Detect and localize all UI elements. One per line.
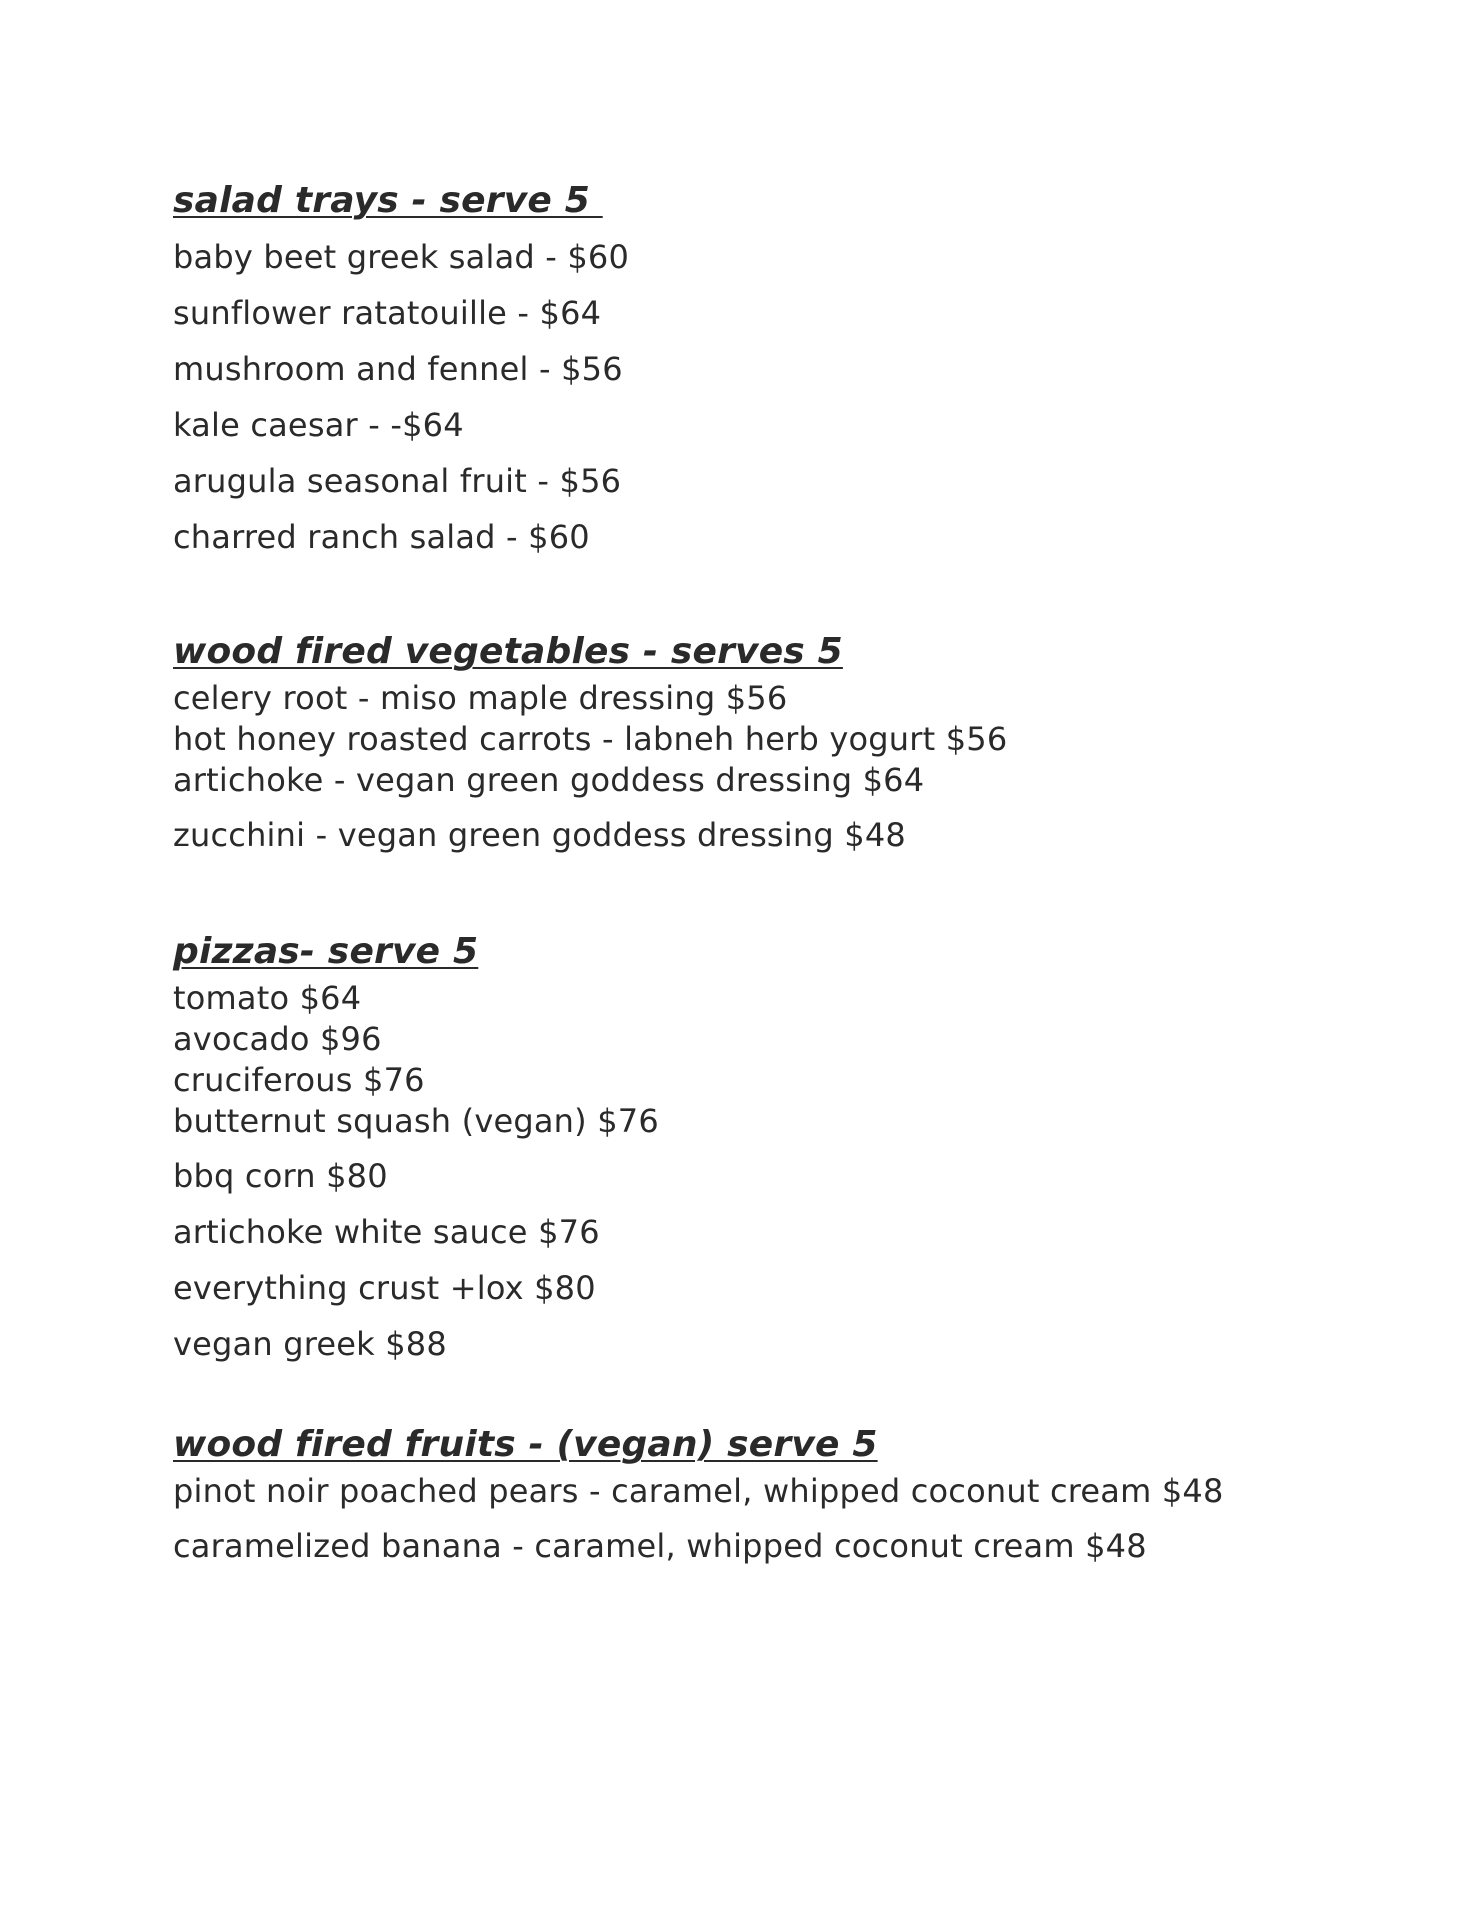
menu-item: charred ranch salad - $60	[173, 518, 590, 556]
menu-item: hot honey roasted carrots - labneh herb yogurt $56	[173, 720, 1008, 758]
section-heading: wood fired fruits - (vegan) serve 5	[173, 1424, 878, 1465]
wood-fired-fruits-section	[173, 1424, 1373, 1568]
menu-item: butternut squash (vegan) $76	[173, 1102, 659, 1140]
menu-item: baby beet greek salad - $60	[173, 238, 630, 276]
menu-item: artichoke - vegan green goddess dressing $64	[173, 761, 925, 799]
menu-item: bbq corn $80	[173, 1157, 388, 1195]
pizzas-section	[173, 931, 1373, 1366]
menu-item: everything crust +lox $80	[173, 1269, 596, 1307]
wood-fired-vegetables-section	[173, 631, 1373, 857]
menu-item: mushroom and fennel - $56	[173, 350, 623, 388]
menu-item: tomato $64	[173, 979, 362, 1017]
menu-item: zucchini - vegan green goddess dressing $48	[173, 816, 906, 854]
menu-item: caramelized banana - caramel, whipped coconut cream $48	[173, 1527, 1147, 1565]
menu-item: pinot noir poached pears - caramel, whipped coconut cream $48	[173, 1472, 1224, 1510]
section-heading: wood fired vegetables - serves 5	[173, 631, 843, 672]
menu-item: kale caesar - -$64	[173, 406, 464, 444]
menu-item: cruciferous $76	[173, 1061, 425, 1099]
menu-item: artichoke white sauce $76	[173, 1213, 600, 1251]
menu-item: celery root - miso maple dressing $56	[173, 679, 788, 717]
salad-trays-section	[173, 180, 1373, 563]
menu-item: vegan greek $88	[173, 1325, 447, 1363]
menu-item: avocado $96	[173, 1020, 382, 1058]
menu-item: sunflower ratatouille - $64	[173, 294, 602, 332]
menu-item: arugula seasonal fruit - $56	[173, 462, 622, 500]
section-heading: pizzas- serve 5	[173, 931, 479, 972]
section-heading: salad trays - serve 5	[173, 180, 603, 221]
